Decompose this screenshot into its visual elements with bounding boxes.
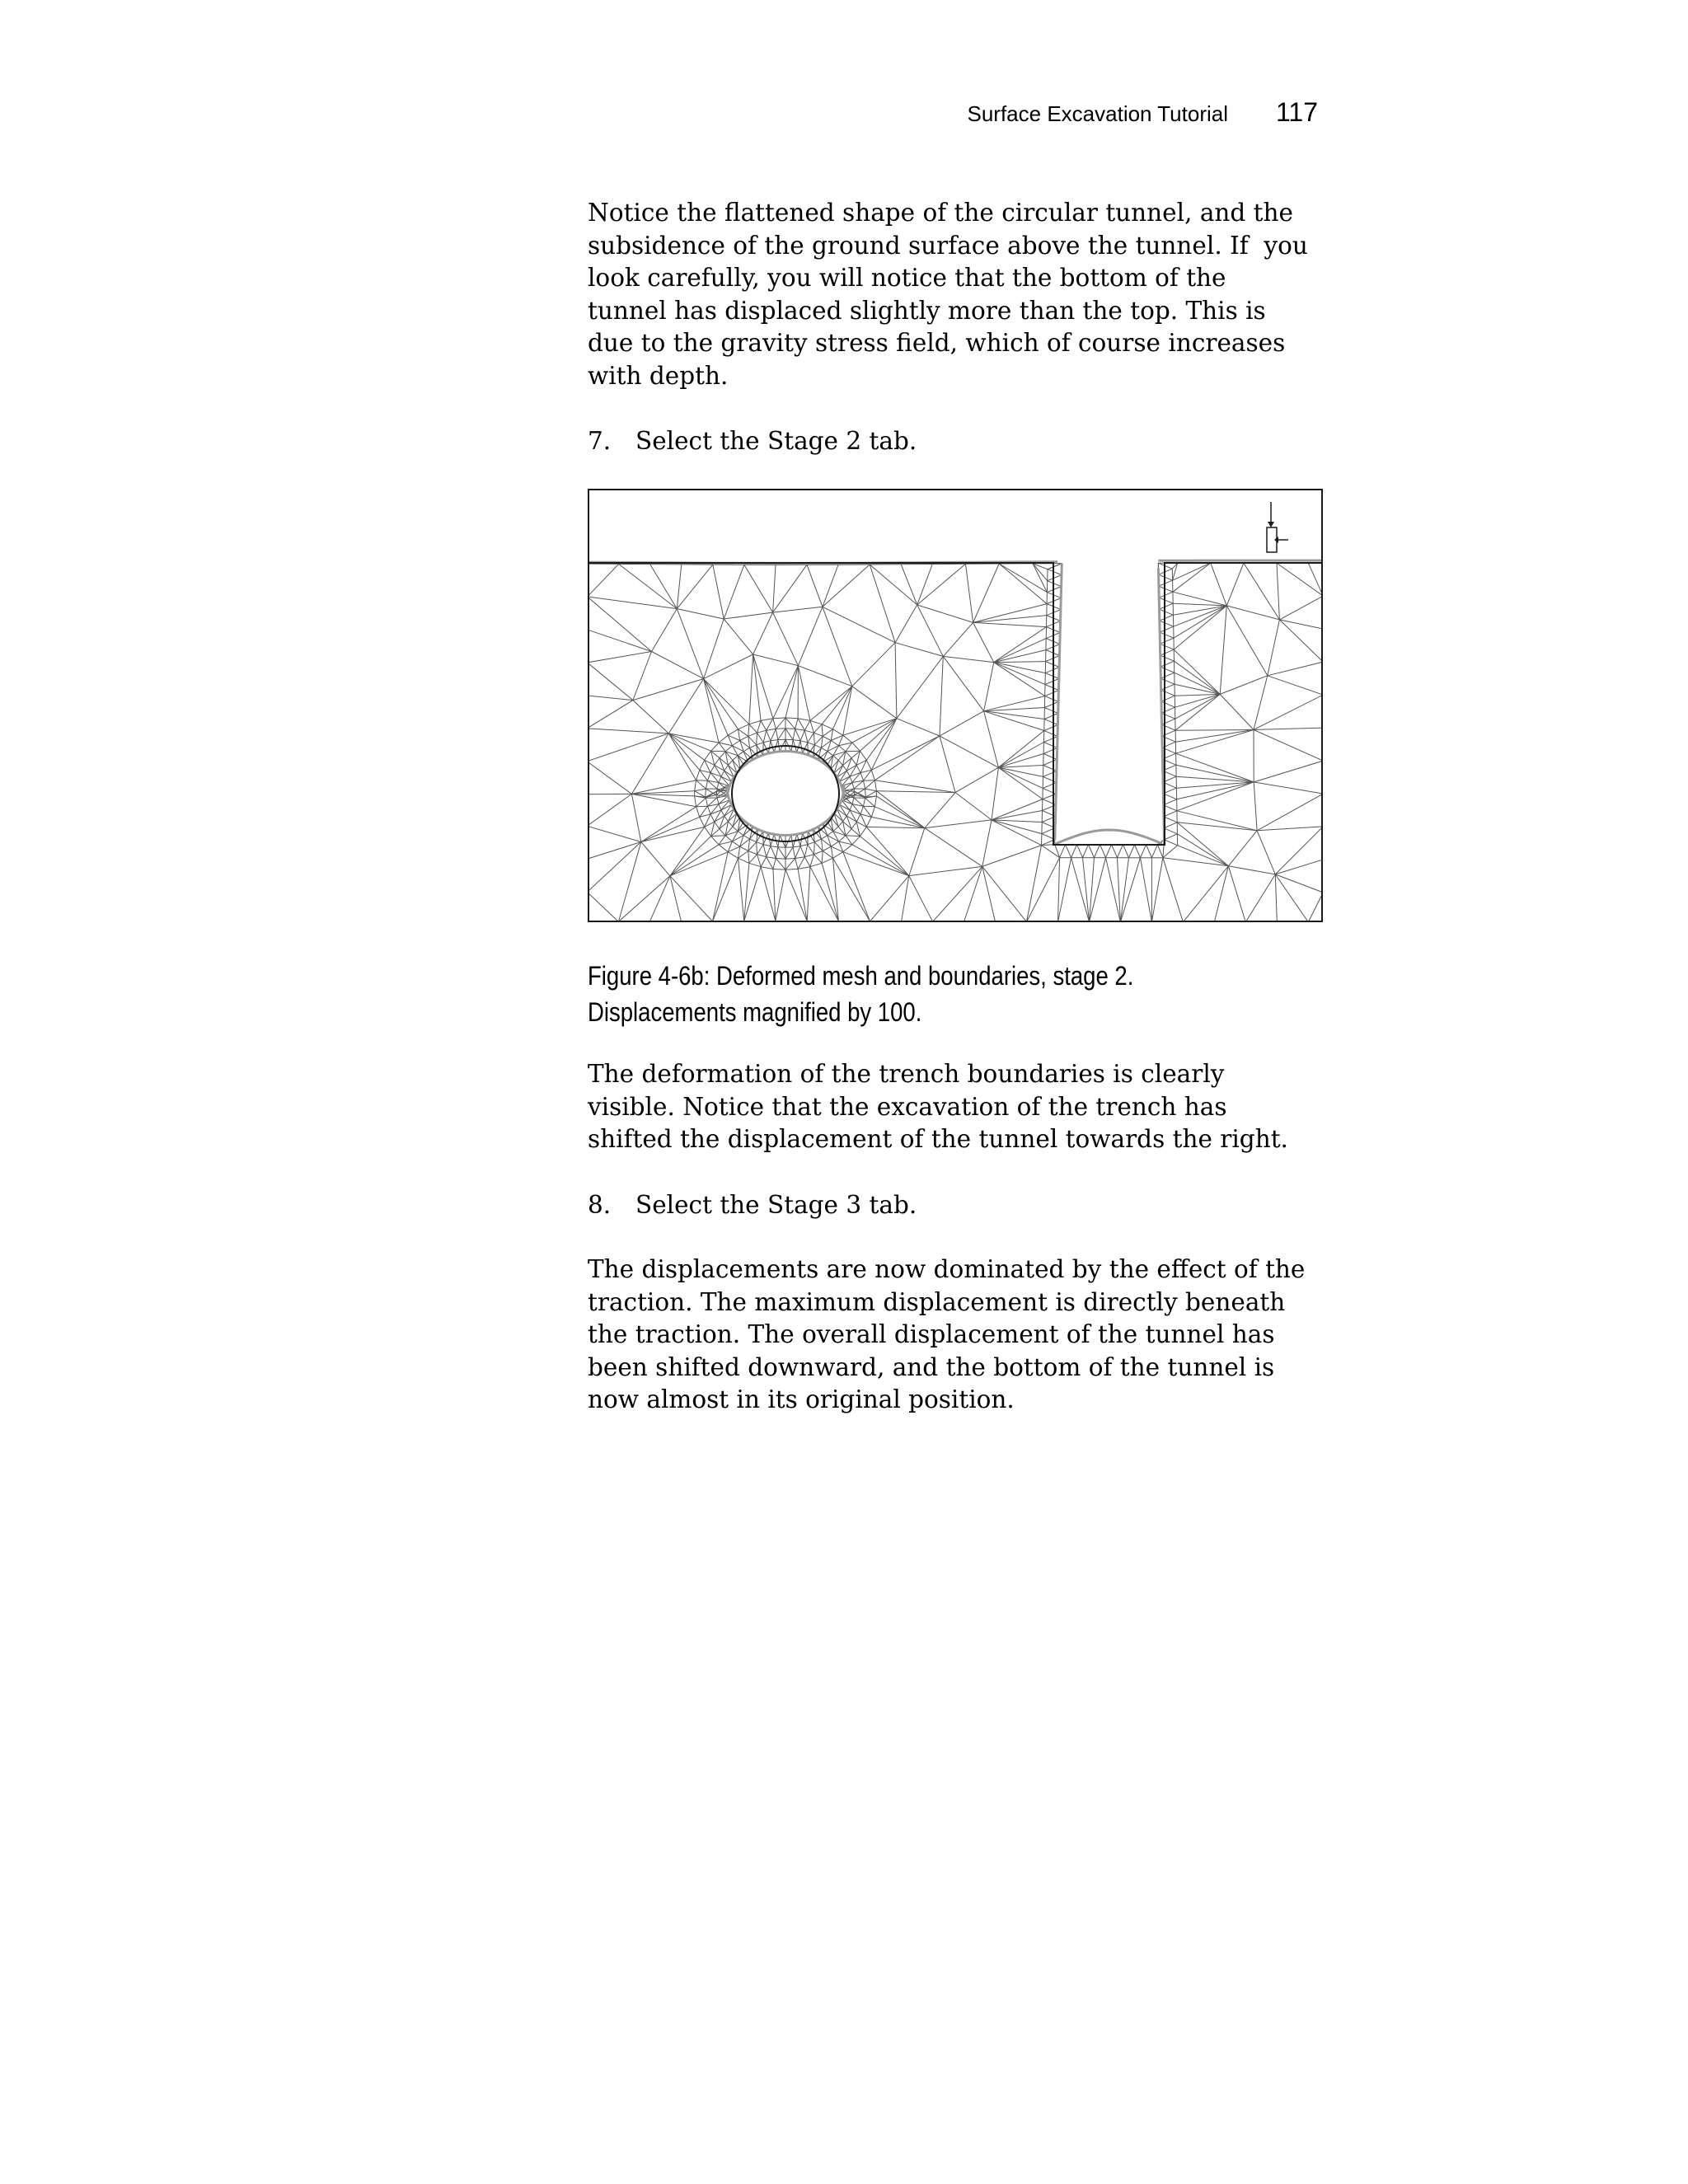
paragraph-trench-deformation (588, 1058, 1329, 1156)
text-line: traction. The maximum displacement is directly beneath (588, 1287, 1286, 1316)
mesh-edge (711, 751, 726, 752)
text-line: now almost in its original position. (588, 1385, 1015, 1413)
figure-caption (588, 958, 1226, 1030)
running-title: Surface Excavation Tutorial (967, 101, 1228, 126)
caption-line-1: Figure 4-6b: Deformed mesh and boundaries, stage 2. (588, 961, 1134, 991)
paragraph-traction-effect (588, 1254, 1329, 1417)
text-line: been shifted downward, and the bottom of the tunnel is (588, 1352, 1275, 1381)
paragraph-tunnel-shape (588, 197, 1329, 392)
text-line: look carefully, you will notice that the bottom of the (588, 264, 1226, 292)
mesh-edge (776, 859, 785, 860)
text-line: Notice the flattened shape of the circular tunnel, and the (588, 199, 1293, 227)
text-line: visible. Notice that the excavation of the trench has (588, 1092, 1227, 1121)
step-number: 8. (588, 1191, 612, 1219)
caption-line-2: Displacements magnified by 100. (588, 997, 922, 1027)
text-line: The deformation of the trench boundaries is clearly (588, 1060, 1225, 1088)
text-line: tunnel has displaced slightly more than the top. This is (588, 296, 1266, 325)
deformed-mesh-figure (588, 489, 1323, 922)
mesh-edge (696, 806, 708, 807)
step-text: Select the Stage 2 tab. (635, 427, 917, 455)
mesh-edge (865, 789, 866, 797)
step-text: Select the Stage 3 tab. (635, 1191, 917, 1219)
mesh-edge (716, 795, 727, 796)
step-7 (588, 425, 1329, 458)
text-line: shifted the displacement of the tunnel towards the right. (588, 1125, 1288, 1153)
figure-background (588, 489, 1323, 922)
step-8 (588, 1189, 1329, 1222)
text-line: with depth. (588, 361, 729, 390)
mesh-edge (864, 806, 875, 807)
text-line: the traction. The overall displacement of the tunnel has (588, 1320, 1275, 1348)
mesh-edge (846, 751, 860, 752)
text-line: due to the gravity stress field, which of course increases (588, 329, 1286, 357)
page-number: 117 (1276, 97, 1319, 127)
text-line: subsidence of the ground surface above the tunnel. If you (588, 231, 1308, 260)
mesh-edge (785, 859, 795, 860)
mesh-edge (1175, 730, 1254, 731)
step-number: 7. (588, 427, 612, 455)
text-line: The displacements are now dominated by the effect of the (588, 1255, 1306, 1283)
